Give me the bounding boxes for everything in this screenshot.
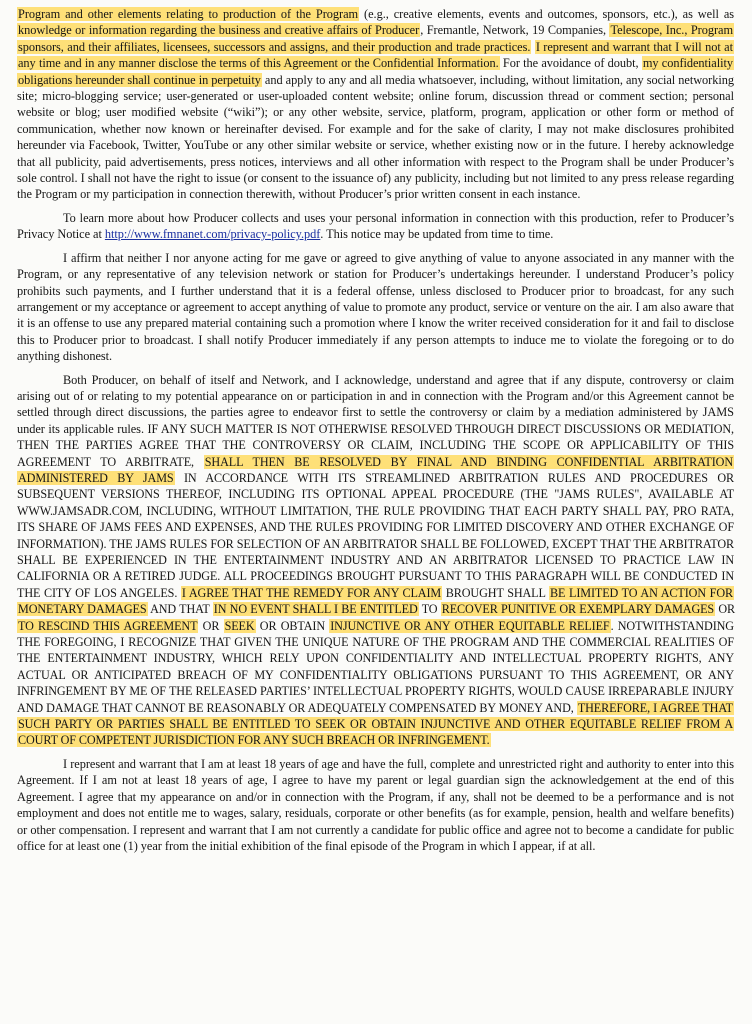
highlighted-text: SHALL THEN BE RESOLVED BY FINAL AND BINDING CONFIDENTIAL ARBITRATION ADMINISTERED BY JAMS	[18, 454, 733, 485]
highlighted-text: I represent and warrant that I will not at any time and in any manner disclose the terms of this Agreement or the Confidential Information.	[18, 39, 733, 71]
text-run: IF ANY SUCH MATTER IS NOT OTHERWISE RESOLVED THROUGH DIRECT DISCUSSIONS OR MEDIATION, THEN THE PARTIES AGREE THAT THE CONTROVERSY OR CLAIM, INCLUDING THE SCOPE OR APPLICABILITY OF THIS AGREEMENT TO ARBITRATE,	[17, 421, 734, 469]
text-run: OR	[715, 602, 736, 617]
paragraph-confidentiality	[17, 6, 734, 203]
paragraph-arbitration	[17, 372, 734, 749]
highlighted-text: BE LIMITED TO AN ACTION FOR MONETARY DAMAGES	[18, 585, 733, 617]
text-run: . NOTWITHSTANDING THE FOREGOING, I RECOGNIZE THAT GIVEN THE UNIQUE NATURE OF THE PROGRAM AND THE COMMERCIAL REALITIES OF THE ENTERTAINMENT INDUSTRY, WHICH RELY UPON CONFIDENTIALITY AND INTELLECTUAL PROPERTY RIGHTS, ANY ACTUAL OR ANTICIPATED BREACH OF MY CONFIDENTIALITY OBLIGATIONS PURSUANT TO THIS AGREEMENT, OR ANY INFRINGEMENT BY ME OF THE RELEASED PARTIES’ INTELLECTUAL PROPERTY RIGHTS, WOULD CAUSE IRREPARABLE INJURY AND DAMAGE THAT CANNOT BE REASONABLY OR ADEQUATELY COMPENSATED BY MONEY AND,	[17, 618, 734, 715]
text-run: Both Producer, on behalf of itself and Network, and I acknowledge, understand and agree that if any dispute, controversy or claim arising out of or relating to my potential appearance on or participation in and in connection with the Program and/or this Agreement cannot be settled through direct discussions, the parties agree to endeavor first to settle the controversy or claim by a mediation administered by JAMS under its applicable rules.	[17, 372, 734, 436]
highlighted-text: SEEK	[224, 618, 255, 633]
highlighted-text: IN NO EVENT SHALL I BE ENTITLED	[213, 602, 418, 617]
highlighted-text: INJUNCTIVE OR ANY OTHER EQUITABLE RELIEF	[330, 618, 610, 633]
highlighted-text: my confidentiality obligations hereunder shall continue in perpetuity	[18, 56, 734, 87]
paragraph-age-representation	[17, 756, 734, 854]
text-run: AND THAT	[147, 602, 213, 617]
highlighted-text: THEREFORE, I AGREE THAT SUCH PARTY OR PARTIES SHALL BE ENTITLED TO SEEK OR OBTAIN INJUNCTIVE AND OTHER EQUITABLE RELIEF FROM A COURT OF COMPETENT JURISDICTION FOR ANY SUCH BREACH OR INFRINGEMENT.	[18, 700, 733, 748]
highlighted-text: knowledge or information regarding the business and creative affairs of Producer	[18, 23, 420, 38]
highlighted-text: I AGREE THAT THE REMEDY FOR ANY CLAIM	[181, 585, 442, 600]
highlighted-text: RECOVER PUNITIVE OR EXEMPLARY DAMAGES	[441, 602, 715, 617]
text-run: For the avoidance of doubt,	[499, 56, 642, 71]
privacy-policy-link[interactable]: http://www.fmnanet.com/privacy-policy.pdf	[104, 227, 321, 242]
text-run: To learn more about how Producer collects and uses your personal information in connection with this production, refer to Producer’s Privacy Notice at	[17, 210, 734, 242]
arbitration-caps	[17, 422, 735, 748]
highlighted-text: Telescope, Inc., Program sponsors, and their affiliates, licensees, successors and assigns, and their production and trade practices.	[18, 23, 734, 54]
text-run: . This notice may be updated from time to time.	[320, 227, 554, 242]
text-run: and apply to any and all media whatsoever, including, without limitation, any social networking site; micro-blogging service; user-generated or user-uploaded content website; online forum, discussion thread or comment section; personal website or blog; user modified website (“wiki”); or any other website, service, platform, program, application or other form or method of communication, whether now known or hereinafter devised. For example and for the sake of clarity, I may not make disclosures prohibited hereunder via Facebook, Twitter, YouTube or any other similar website or service, whether existing now or in the future. I hereby acknowledge that all publicity, paid advertisements, press notices, interviews and all other information with respect to the Program shall be under Producer’s sole control. I shall not have the right to issue (or consent to the issuance of) any publicity, including but not limited to any press release regarding the Program or my participation in connection therewith, without Producer’s prior written consent in each instance.	[17, 72, 734, 202]
highlighted-text: Program and other elements relating to production of the Program	[18, 7, 359, 21]
text-run: I represent and warrant that I am at least 18 years of age and have the full, complete and unrestricted right and authority to enter into this Agreement. If I am not at least 18 years of age, I agree to have my parent or legal guardian sign the acknowledgement at the end of this Agreement. I agree that my appearance on and/or in connection with the Program, if any, shall not be deemed to be a performance and is not employment and does not entitle me to wages, salary, residuals, corporate or other benefits (as for example, pension, health and welfare benefits) or other compensation. I represent and warrant that I am not currently a candidate for public office and agree not to become a candidate for public office for at least one (1) year from the initial exhibition of the final episode of the Program in which I appear, if at all.	[17, 756, 734, 853]
paragraph-payola	[17, 250, 734, 365]
text-run: OR	[198, 618, 224, 633]
text-run: , Fremantle, Network, 19 Companies,	[420, 23, 610, 38]
text-run: TO	[418, 602, 441, 617]
paragraph-privacy-notice	[17, 210, 734, 243]
highlighted-text: TO RESCIND THIS AGREEMENT	[18, 618, 198, 633]
text-run: OR OBTAIN	[255, 618, 330, 633]
text-run: BROUGHT SHALL	[442, 585, 550, 600]
text-run: I affirm that neither I nor anyone acting for me gave or agreed to give anything of value to anyone associated in any manner with the Program, or any representative of any television network or station for Producer’s undertakings hereunder. I understand Producer’s policy prohibits such payments, and I further understand that it is a federal offense, unless disclosed to Producer prior to broadcast, for any such arrangement or my acceptance or agreement to accept anything of value to promote any product, service or venture on the air. I am also aware that it is an offense to use any prepared material containing such a promotion where I know the writer received consideration for it and fail to disclose this to Producer prior to broadcast. I shall notify Producer immediately if any person attempts to induce me to violate the foregoing or to do anything dishonest.	[17, 250, 734, 364]
text-run: (e.g., creative elements, events and outcomes, sponsors, etc.), as well as	[359, 7, 734, 21]
text-run: IN ACCORDANCE WITH ITS STREAMLINED ARBITRATION RULES AND PROCEDURES OR SUBSEQUENT VERSIONS THEREOF, INCLUDING ITS OPTIONAL APPEAL PROCEDURE (THE "JAMS RULES", AVAILABLE AT WWW.JAMSADR.COM, INCLUDING, WITHOUT LIMITATION, THE RULE PROVIDING THAT EACH PARTY SHALL PAY, PRO RATA, ITS SHARE OF JAMS FEES AND EXPENSES, AND THE RULES PROVIDING FOR LIMITED DISCOVERY AND OTHER EXCHANGE OF INFORMATION). THE JAMS RULES FOR SELECTION OF AN ARBITRATOR SHALL BE FOLLOWED, EXCEPT THAT THE ARBITRATOR SHALL BE EXPERIENCED IN THE ENTERTAINMENT INDUSTRY AND AN ARBITRATOR LICENSED TO PRACTICE LAW IN CALIFORNIA OR A RETIRED JUDGE. ALL PROCEEDINGS BROUGHT PURSUANT TO THIS PARAGRAPH WILL BE CONDUCTED IN THE CITY OF LOS ANGELES.	[17, 470, 734, 600]
